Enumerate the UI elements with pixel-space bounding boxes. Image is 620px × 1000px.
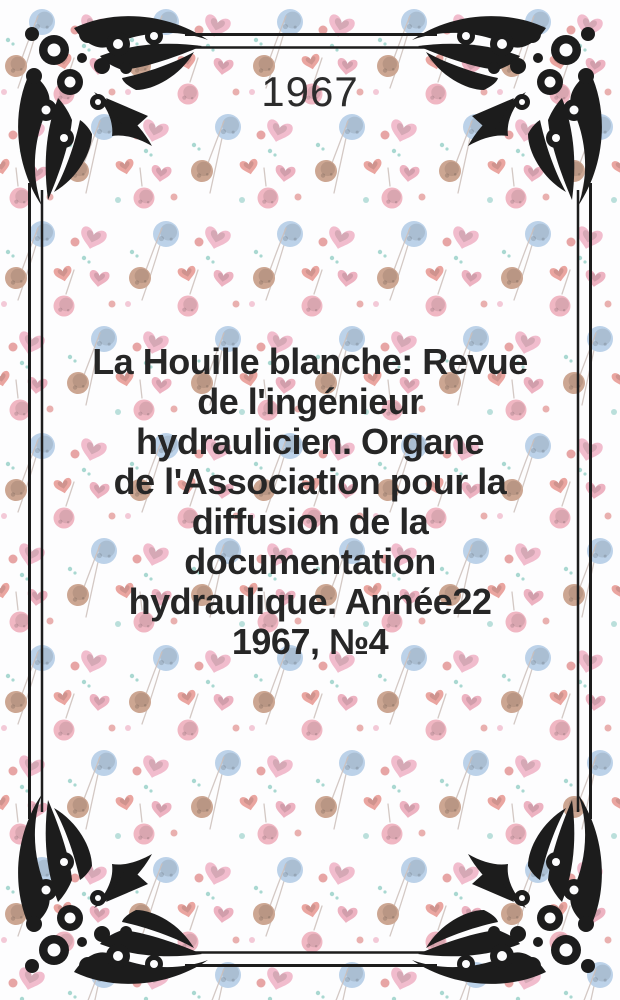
title-line: documentation: [184, 541, 436, 582]
title-line: hydraulicien. Organe: [135, 421, 485, 462]
title-line: La Houille blanche: Revue: [92, 341, 528, 382]
year-label: 1967: [261, 68, 359, 115]
title-line: de l'Association pour la: [113, 461, 507, 502]
title-line: hydraulique. Année22: [128, 581, 492, 622]
title-line: diffusion de la: [191, 501, 429, 542]
title-line: 1967, №4: [231, 621, 389, 662]
title-line: de l'ingénieur: [197, 381, 423, 422]
page-title: [40, 342, 580, 662]
